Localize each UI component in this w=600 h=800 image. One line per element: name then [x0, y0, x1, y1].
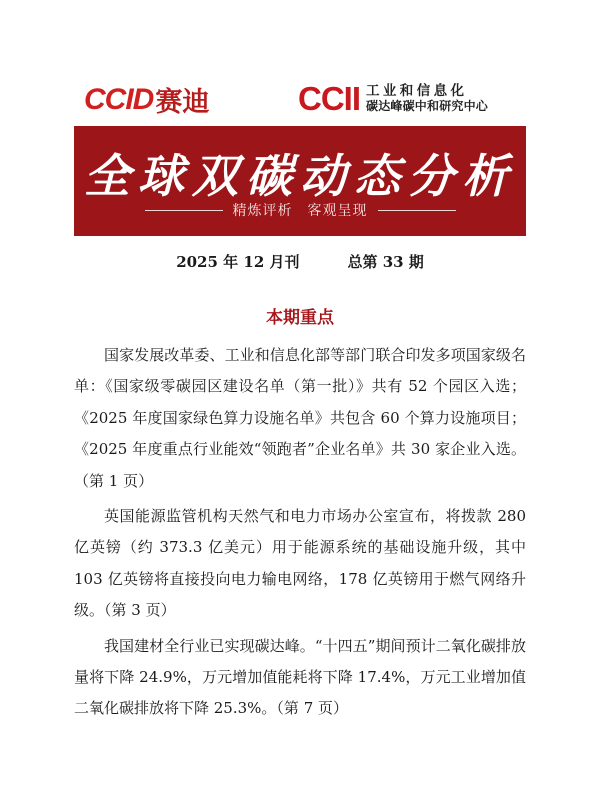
highlight-paragraph: 我国建材全行业已实现碳达峰。“十四五”期间预计二氧化碳排放量将下降 24.9%，万元增加值能耗将下降 17.4%，万元工业增加值二氧化碳排放将下降 25.3%。（第 7 页） — [74, 636, 526, 718]
ccii-logo-line2: 碳达峰碳中和研究中心 — [366, 99, 489, 114]
title-banner — [74, 126, 526, 236]
banner-subtitle: 精炼评析 客观呈现 — [232, 203, 368, 219]
issue-date: 2025 年 12 月刊 — [176, 253, 300, 271]
subtitle-rule-left — [145, 210, 223, 211]
highlight-paragraph: 国家发展改革委、工业和信息化部等部门联合印发多项国家级名单：《国家级零碳园区建设名单（第一批）》共有 52 个园区入选；《2025 年度国家绿色算力设施名单》共包含 60 个算力设施项目；《2025 年度重点行业能效“领跑者”企业名单》共 30 家企业入选。（第 1 页） — [74, 346, 526, 490]
subtitle-rule-right — [378, 210, 456, 211]
ccii-logo-line1: 工业和信息化 — [366, 83, 468, 100]
banner-title: 全球双碳动态分析 — [84, 149, 516, 203]
highlights-title: 本期重点 — [266, 308, 334, 328]
ccii-logo — [298, 82, 488, 115]
highlight-paragraph: 英国能源监管机构天然气和电力市场办公室宣布，将拨款 280 亿英镑（约 373.3 亿美元）用于能源系统的基础设施升级，其中 103 亿英镑将直接投向电力输电网络，178 亿英镑用于燃气网络升级。（第 3 页） — [74, 507, 526, 620]
ccii-logo-mark: CCII — [298, 80, 360, 117]
ccid-logo — [84, 80, 209, 119]
issue-line — [0, 251, 600, 272]
highlights-body — [74, 340, 526, 729]
ccid-logo-chinese: 赛迪 — [155, 87, 210, 118]
ccid-logo-mark: CCID — [84, 82, 154, 116]
banner-subtitle-row — [74, 200, 526, 220]
issue-number: 总第 33 期 — [347, 253, 424, 271]
ccii-logo-text — [366, 83, 488, 114]
